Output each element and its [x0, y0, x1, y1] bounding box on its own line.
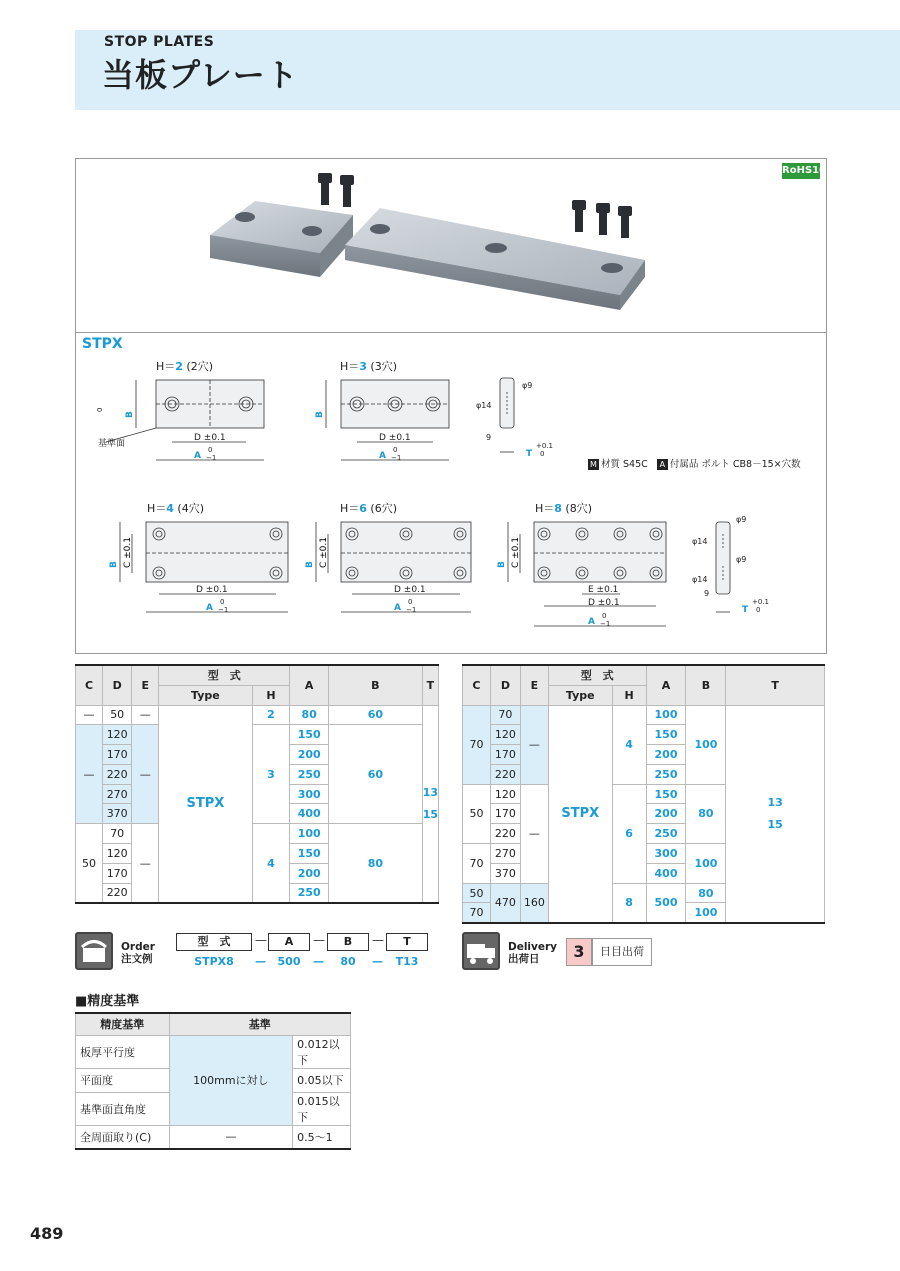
accessory-icon: A	[657, 459, 668, 470]
label-h3: H＝3 (3穴)	[340, 360, 398, 373]
order-value-a: 500	[277, 955, 301, 968]
svg-text:−1: −1	[391, 454, 402, 462]
accuracy-table: 精度基準 基準 板厚平行度 100mmに対し 0.012以下 平面度 0.05以下 基準面直角度 0.015以下 全周面取り(C) — 0.5～1	[75, 1012, 351, 1150]
ref-face-label: 基準面	[98, 439, 126, 449]
svg-text:B: B	[125, 411, 135, 418]
svg-text:D ±0.1: D ±0.1	[394, 585, 426, 595]
svg-text:A: A	[206, 603, 213, 613]
svg-text:0: 0	[220, 598, 225, 606]
svg-text:0: 0	[540, 450, 545, 458]
label-h2: H＝2 (2穴)	[156, 360, 214, 373]
photo-separator	[75, 332, 827, 333]
svg-text:0: 0	[393, 446, 398, 454]
accuracy-title: ■精度基準	[75, 994, 140, 1009]
series-label: STPX	[82, 336, 123, 352]
svg-text:A: A	[379, 451, 386, 461]
svg-text:E ±0.1: E ±0.1	[588, 585, 619, 595]
svg-text:0: 0	[602, 612, 607, 620]
delivery-days-label: 日目出荷	[592, 938, 652, 966]
svg-text:D ±0.1: D ±0.1	[196, 585, 228, 595]
order-box-a: A	[268, 933, 310, 951]
svg-text:φ9: φ9	[736, 555, 747, 564]
svg-text:−1: −1	[600, 620, 611, 628]
svg-text:T: T	[742, 605, 749, 615]
order-value-b: 80	[340, 955, 356, 968]
phone-icon	[75, 932, 113, 970]
svg-text:9: 9	[704, 589, 710, 598]
rohs-badge: RoHS10	[782, 163, 820, 179]
svg-text:φ9: φ9	[522, 381, 533, 390]
title-en: STOP PLATES	[104, 34, 215, 50]
svg-text:B: B	[109, 561, 119, 568]
label-h6: H＝6 (6穴)	[340, 502, 398, 515]
svg-text:A: A	[588, 617, 595, 627]
product-photo	[200, 165, 660, 315]
spec-line: M 材質 S45C A 付属品 ボルト CB8－15×穴数	[588, 456, 801, 470]
svg-text:C ±0.1: C ±0.1	[319, 537, 329, 568]
svg-text:B: B	[315, 411, 325, 418]
truck-icon	[462, 932, 500, 970]
order-value-model: STPX8	[194, 955, 234, 968]
order-value-t: T13	[395, 955, 419, 968]
svg-text:T: T	[526, 449, 533, 459]
svg-text:−1: −1	[218, 606, 229, 614]
technical-drawings	[76, 372, 826, 652]
delivery-label: Delivery 出荷日	[508, 941, 558, 965]
svg-text:0: 0	[756, 606, 761, 614]
svg-text:φ14: φ14	[692, 537, 708, 546]
svg-text:A: A	[194, 451, 201, 461]
svg-text:−1: −1	[206, 454, 217, 462]
order-label: Order 注文例	[121, 941, 155, 965]
svg-text:D ±0.1: D ±0.1	[379, 433, 411, 443]
page-number: 489	[30, 1224, 64, 1243]
dimension-table-left: C D E 型 式 A B T Type H — 50 — STPX 2 80 60 13 15 — 120 — 3 150 60 170 200 220 250 270 300 370 400 50 70 — 4 100 80 120 150 170 200 220 250	[75, 664, 439, 904]
svg-text:B: B	[305, 561, 315, 568]
svg-text:0: 0	[408, 598, 413, 606]
title-jp: 当板プレート	[102, 56, 299, 94]
svg-text:+0.1: +0.1	[536, 442, 553, 450]
svg-text:+0.1: +0.1	[752, 598, 769, 606]
label-h4: H＝4 (4穴)	[147, 502, 205, 515]
svg-text:C ±0.1: C ±0.1	[511, 537, 521, 568]
svg-text:D ±0.1: D ±0.1	[194, 433, 226, 443]
svg-text:D ±0.1: D ±0.1	[588, 598, 620, 608]
label-h8: H＝8 (8穴)	[535, 502, 593, 515]
delivery-days: 3	[566, 938, 592, 966]
order-box-b: B	[327, 933, 369, 951]
order-box-t: T	[386, 933, 428, 951]
material-icon: M	[588, 459, 599, 470]
svg-text:A: A	[394, 603, 401, 613]
svg-text:9: 9	[486, 433, 492, 442]
svg-text:B: B	[497, 561, 507, 568]
small-plate-image	[210, 201, 353, 277]
svg-text:0: 0	[96, 407, 104, 412]
svg-text:−1: −1	[406, 606, 417, 614]
dimension-table-right: C D E 型 式 A B T Type H 70 70 — STPX 4 100 100 13 15 120 150 170 200 220 250 50 120 — 6 150 80 170 200 220 250 70 270 300 100 370 400 50 470 160 8 500 80 70 100	[462, 664, 825, 924]
order-box-model: 型 式	[176, 933, 252, 951]
svg-text:φ9: φ9	[736, 515, 747, 524]
svg-text:φ14: φ14	[692, 575, 708, 584]
svg-text:C ±0.1: C ±0.1	[123, 537, 133, 568]
svg-text:φ14: φ14	[476, 401, 492, 410]
svg-text:0: 0	[208, 446, 213, 454]
